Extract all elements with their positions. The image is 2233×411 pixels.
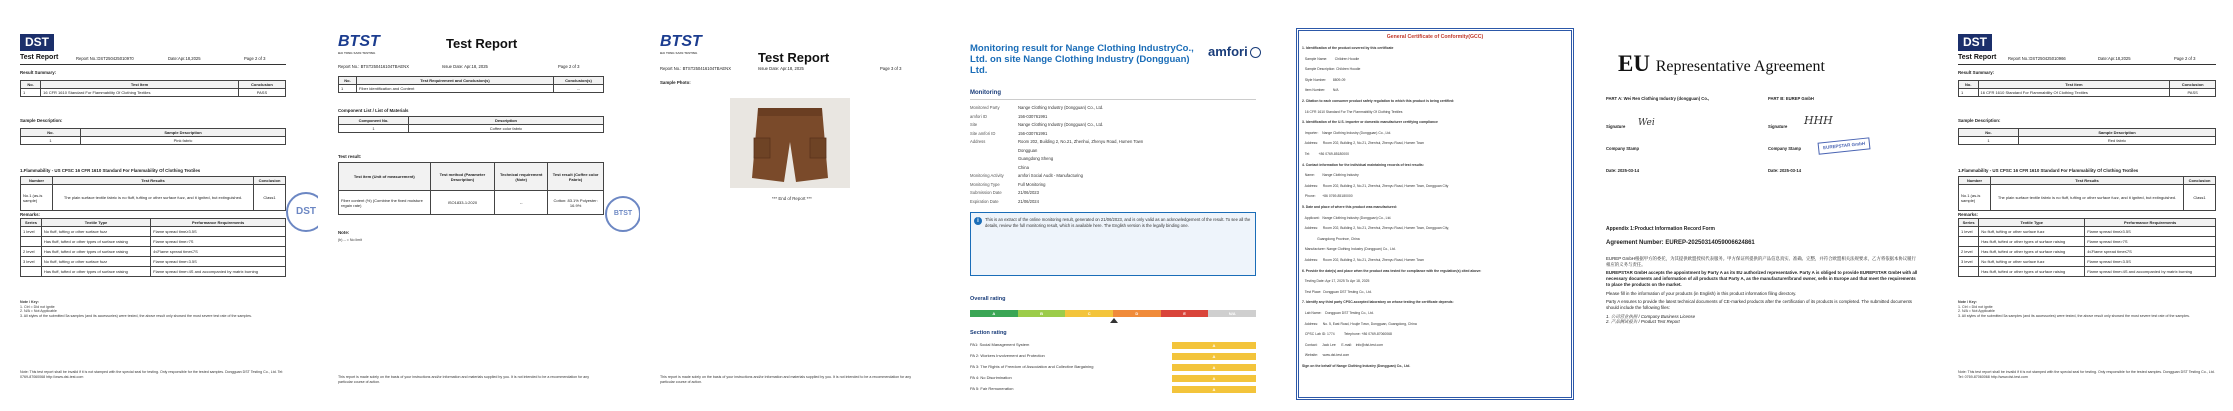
th: No.: [21, 129, 81, 137]
td: Flame spread time>7S: [2085, 237, 2216, 247]
summary-table: [20, 80, 286, 97]
th: Conclusion(s): [554, 77, 604, 85]
td: Flame spread time<4S and accompanied by matrix burning: [151, 267, 286, 277]
btst-logo: [338, 32, 380, 56]
field-row: [970, 121, 1143, 130]
btst-seal: BTST: [605, 196, 641, 232]
section-heading: Result Summary:: [1958, 70, 1995, 75]
th: Test Item: [1978, 81, 2170, 89]
footer: Note: This test report shall be invalid if it is not stamped with the special seal for testing. Only responsible for the tested samples. Dongguan DST Testing Co., Ltd. Tel: 0769-87060068 http://www.dst-test.com: [20, 370, 284, 379]
section-heading: Component List / List of Materials: [338, 108, 409, 113]
td: 1: [21, 137, 81, 145]
btst-logo-text: BTST: [660, 33, 702, 50]
body-para: Please fill in the information of your products (in English) in this product information filing directory.: [1606, 290, 1797, 296]
certificate-line: Address: Room 202, Building 2, No.21, Zhenhui, Zhenyu Road, Humen Town: [1302, 141, 1425, 146]
footer: This report is made solely on the basis of your instructions and/or information and materials supplied by you. It is not intended to be a recommendation for any particular course of action.: [660, 375, 912, 384]
certificate-line: 6. Provide the date(s) and place when the product was tested for compliance with the regulation(s) cited above:: [1302, 268, 1482, 273]
certificate-line: Name: Nange Clothing Industry: [1302, 173, 1359, 178]
field-key: Submission Date: [970, 190, 1002, 195]
amfori-title: Monitoring result for Nange Clothing IndustryCo., Ltd. on site Nange Clothing Industry (Dongguan) Ltd.: [970, 43, 1194, 76]
td: Cotton: 83.1% Polyester: 16.9%: [548, 191, 604, 215]
th: Series: [21, 219, 42, 227]
btst-logo: [660, 32, 702, 56]
th: Number: [21, 177, 53, 185]
field-value: Nange Clothing Industry (Dongguan) Co., Ltd.: [1018, 105, 1104, 110]
field-value: Room 202, Building 2, No.21, Zhenhui, Zhenyu Road, Humen Town: [1018, 139, 1144, 144]
th: Conclusion: [2170, 81, 2216, 89]
agreement-number: Agreement Number: EUREP-20250314059006624861: [1606, 240, 1755, 246]
td: ISO1833-1:2020: [430, 191, 495, 215]
td: Fiber content (%) (Combine the fixed moisture regain rate): [339, 191, 431, 215]
stamp-a-label: Company Stamp: [1606, 146, 1640, 151]
th: Conclusion: [2184, 177, 2216, 185]
section-grade: A: [1172, 375, 1256, 382]
th: No.: [1959, 129, 2019, 137]
td: Class1: [254, 185, 286, 211]
component-table: [338, 116, 604, 133]
td: 4≤Flame spread time≤7S: [2085, 247, 2216, 257]
td: 4≤Flame spread time≤7S: [151, 247, 286, 257]
section-heading: Remarks:: [20, 212, 41, 217]
page-number: Page 2 of 3: [244, 56, 266, 61]
td: Flame spread time≥3.5S: [2085, 227, 2216, 237]
th: No.: [1959, 81, 1979, 89]
td: 1: [1959, 89, 1979, 97]
certificate-line: Guangdong Province, China: [1302, 236, 1360, 241]
th: Test Results: [53, 177, 254, 185]
overall-rating-bar: [970, 310, 1256, 317]
certificate-line: Address: No. 5, East Road, Houjie Town, Dongguan, Guangdong, China: [1302, 321, 1417, 326]
field-key: Expiration Date: [970, 198, 999, 204]
th: No.: [21, 81, 41, 89]
note-heading: Note:: [338, 230, 350, 235]
td: Red fabric: [2019, 137, 2216, 145]
note-line: 3. All styles of the submitted 5a samples (and its accessories) were tested, the above result only showed the most severe test rate of the samples.: [1958, 314, 2190, 319]
td: The plain surface textile fabric is no fluff, tufting or other surface fuzz, and it ignited, but extinguished.: [53, 185, 254, 211]
sample-table: [1958, 128, 2216, 145]
divider: [1958, 64, 2216, 65]
td: Flame spread time>7S: [151, 237, 286, 247]
page-number: Page 2 of 3: [2174, 56, 2196, 61]
certificate-line: Sign on the behalf of Nange Clothing Industry (Dongguan) Co., Ltd.: [1302, 364, 1411, 368]
certificate-line: 5. Date and place of where this product was manufactured:: [1302, 205, 1397, 209]
section-grade: A: [1172, 386, 1256, 393]
td: Has fluff, tufted or other types of surface raising: [1979, 267, 2085, 277]
dst-logo: DST: [20, 34, 54, 51]
th: Test Requirement and Conclusion(s): [357, 77, 554, 85]
appendix-title: Appendix 1:Product Information Record Form: [1606, 226, 1715, 232]
eu-agreement-page: [1598, 0, 1928, 411]
field-row: [970, 113, 1143, 122]
field-key: amfori ID: [970, 113, 987, 119]
th: Test method (Parameter Description): [430, 163, 495, 191]
flammability-table: [20, 176, 286, 211]
dst-report-page-1: [0, 0, 316, 411]
report-date: Issue Date: Apr.18, 2025: [758, 66, 804, 71]
field-row: [970, 198, 1143, 207]
test-result-table: [338, 162, 604, 215]
td: PASS: [238, 89, 285, 97]
section-grade: A: [1172, 364, 1256, 371]
note-line: 3. All styles of the submitted 5a samples (and its accessories) were tested, the above result only showed the most severe test rate of the samples.: [20, 314, 252, 319]
td: --: [495, 191, 548, 215]
certificate-line: 3. Identification of the U.S. importer or domestic manufacturer certifying compliance: [1302, 120, 1438, 125]
end-of-report: *** End of Report ***: [772, 196, 812, 201]
report-date: Date:Apr.18,2025: [2098, 56, 2131, 61]
field-row: [970, 138, 1143, 147]
certificate-line: Importer: Nange Clothing Industry (Dongguan) Co., Ltd.: [1302, 130, 1392, 135]
agreement-body: [1606, 256, 1920, 325]
btst-logo-text: BTST: [338, 33, 380, 50]
footer: Note: This test report shall be invalid if it is not stamped with the special seal for testing. Only responsible for the tested samples. Dongguan DST Testing Co., Ltd. Tel: 0769-87060068 http://www.dst-test.com: [1958, 370, 2215, 379]
section-heading: Sample Description:: [20, 118, 63, 123]
certificate-line: Contact: Jack Lee E-mail: info@dst-test.com: [1302, 342, 1384, 347]
body-para: 2. 产品测试报告 / Product Test Report: [1606, 319, 1680, 325]
certificate-line: Lab Name: Dongguan DST Testing Co., Ltd.: [1302, 311, 1374, 315]
th: Component No.: [339, 117, 409, 125]
sample-photo-shorts: [730, 98, 850, 188]
certificate-line: Sample Description: Children Hoodie: [1302, 67, 1361, 72]
field-row: [970, 147, 1143, 156]
certificate-line: 7. Identify any third party CPSC-accepted laboratory on whose testing the certificate depends:: [1302, 300, 1454, 305]
summary-table: [1958, 80, 2216, 97]
td: Has fluff, tufted or other types of surface raising: [41, 247, 150, 257]
rating-segment: E: [1161, 310, 1209, 317]
td: 1: [1959, 137, 2019, 145]
report-number: Report No.:DST250425010970: [76, 56, 134, 61]
td: 1 level: [1959, 227, 1979, 237]
certificate-line: 16 CFR 1610 Standard For The Flammability Of Clothing Textiles: [1302, 109, 1403, 114]
td: 1 level: [21, 227, 42, 237]
certificate-line: CPSC Lab ID: 1774 Telephone: +86 0769-87060068: [1302, 332, 1392, 337]
field-value: 21/06/2023: [1018, 190, 1039, 195]
btst-logo-sub: BAI TONG SAFE TESTING: [660, 51, 698, 55]
field-row: [970, 181, 1143, 190]
note-line: 1. Ctrl = Did not ignite: [1958, 304, 1993, 309]
field-row: [970, 164, 1143, 173]
flammability-table: [1958, 176, 2216, 211]
td: --: [554, 85, 604, 93]
th: Number: [1959, 177, 1991, 185]
th: Conclusion: [254, 177, 286, 185]
section-heading: Sample Description:: [1958, 118, 2001, 123]
section-rating-row: [970, 353, 1256, 360]
td: [21, 267, 42, 277]
dst-seal: DST: [286, 192, 326, 232]
td: The plain surface textile fabric is no fluff, tufting or other surface fuzz, and it ignited, but extinguished.: [1991, 185, 2184, 211]
overall-rating-heading: Overall rating: [970, 296, 1006, 302]
certificate-line: 2. Citation to each consumer product safety regulation to which this product is being certified:: [1302, 99, 1455, 103]
section-heading: 1.Flammability - US CPSC 16 CFR 1610 Standard For Flammability Of Clothing Textiles: [20, 168, 201, 173]
signature-a-label: Signature: [1606, 124, 1626, 129]
td: No fluff, tufting or other surface fuzz: [41, 227, 150, 237]
requirement-table: [338, 76, 604, 93]
certificate-line: Test Place: Dongguan DST Testing Co., Ltd.: [1302, 289, 1372, 294]
th: Test item (Unit of measurement): [339, 163, 431, 191]
td: 16 CFR 1610 Standard For Flammability Of Clothing Textiles: [41, 89, 239, 97]
note-line: 1. Ctrl = Did not ignite: [20, 304, 55, 309]
td: No.1 (as-is sample): [1959, 185, 1991, 211]
page-title: Test Report: [1958, 54, 1997, 61]
field-row: [970, 189, 1143, 198]
report-date: Date:Apr.18,2025: [168, 56, 201, 61]
td: No fluff, tufting or other surface fuzz: [1979, 257, 2085, 267]
date-b: Date: 2025-03-14: [1768, 168, 1802, 173]
body-para: Party A ensures to provide the latest technical documents of CE-marked products after the certification of its products is completed. The submitted documents should include the following files:: [1606, 299, 1912, 311]
td: Has fluff, tufted or other types of surface raising: [41, 237, 150, 247]
note: (b) -- = No limit: [338, 238, 362, 242]
gcc-certificate-page: [1282, 0, 1588, 411]
rating-marker-icon: [1110, 318, 1118, 323]
certificate-line: Website: www.dst-test.com: [1302, 353, 1350, 358]
td: Flame spread time<3.5S: [2085, 257, 2216, 267]
td: 2 level: [1959, 247, 1979, 257]
rating-segment: B: [1018, 310, 1066, 317]
certificate-line: 1. Identification of the product covered by this certificate: [1302, 46, 1394, 50]
monitoring-fields: [970, 104, 1143, 206]
td: Has fluff, tufted or other types of surface raising: [1979, 237, 2085, 247]
section-heading: Monitoring: [970, 90, 1001, 96]
date-a: Date: 2025-03-14: [1606, 168, 1640, 173]
certificate-line: Address: Room 202, Building 2, No.21, Zhenhui, Zhenyu Road, Humen Town, Dongguan City: [1302, 183, 1449, 188]
performance-table: [1958, 218, 2216, 277]
note-line: Note / Key:: [1958, 300, 1977, 304]
notes: [1958, 300, 2216, 319]
certificate-line: Style Number: 8809-09: [1302, 77, 1346, 82]
report-number: Report No.: BTST250416104TBAENX: [660, 66, 731, 71]
section-grade: A: [1172, 342, 1256, 349]
field-value: Guangdong Sheng: [1018, 156, 1054, 161]
field-key: Monitoring Activity: [970, 173, 1004, 178]
certificate-line: Testing Date: Apr 17, 2025 To Apr 18, 2025: [1302, 279, 1370, 284]
amfori-logo: [1208, 44, 1261, 60]
field-value: Full Monitoring: [1018, 181, 1046, 187]
field-value: amfori Social Audit - Manufacturing: [1018, 173, 1083, 178]
signature-b-label: Signature: [1768, 124, 1788, 129]
agreement-title: [1618, 50, 1825, 79]
report-date: Issue Date: Apr.18, 2025: [442, 64, 488, 69]
certificate-line: Phone: +86 0769-85180000: [1302, 194, 1353, 199]
section-rating-row: [970, 364, 1256, 371]
signature-b: HHH: [1804, 114, 1833, 127]
td: 3 level: [21, 257, 42, 267]
th: No.: [339, 77, 357, 85]
th: Test Results: [1991, 177, 2184, 185]
td: Flame spread time<3.5S: [151, 257, 286, 267]
section-name: PA 3: The Rights of Freedom of Association and Collective Bargaining: [970, 364, 1094, 369]
rating-segment: C: [1065, 310, 1113, 317]
section-heading: Result Summary:: [20, 70, 57, 75]
th: Sample Description: [2019, 129, 2216, 137]
field-value: 156-030761991: [1018, 130, 1048, 136]
footer: This report is made solely on the basis of your instructions and/or information and materials supplied by you. It is not intended to be a recommendation for any particular course of action.: [338, 375, 590, 384]
td: Pink fabric: [81, 137, 286, 145]
dst-logo: DST: [1958, 34, 1992, 51]
page-number: Page 2 of 3: [558, 64, 580, 69]
section-name: PA 5: Fair Remuneration: [970, 386, 1014, 391]
report-number: Report No.: BTST250416104TBAENX: [338, 64, 409, 69]
field-value: 156-030761991: [1018, 113, 1048, 119]
title-eu: EU: [1618, 51, 1650, 76]
certificate-line: Address: Room 202, Building 2, No.21, Zhenhui, Zhenyu Road, Humen Town, Dongguan City,: [1302, 226, 1450, 231]
note-line: 2. N/A = Not Applicable: [1958, 309, 1995, 314]
notice-text: This is an extract of the online monitoring result, generated on 21/06/2023, and is only valid as an acknowledgement of the result. To see all the details, review the full monitoring result, which is available here. The English version is the legally binding one.: [985, 217, 1251, 228]
td: Flame spread time≥3.5S: [151, 227, 286, 237]
divider: [970, 99, 1256, 100]
td: Coffee color fabric: [409, 125, 604, 133]
dst-report-page-7: [1938, 0, 2233, 411]
amfori-monitoring-page: [958, 0, 1268, 411]
notes: [20, 300, 286, 319]
note-line: Note / Key:: [20, 300, 39, 304]
td: [21, 237, 42, 247]
stamp-b-label: Company Stamp: [1768, 146, 1802, 151]
eurep-stamp: EUREPSTAR GmbH: [1818, 137, 1871, 154]
field-row: [970, 104, 1143, 113]
section-rating-row: [970, 375, 1256, 382]
amfori-globe-icon: [1250, 47, 1261, 58]
td: PASS: [2170, 89, 2216, 97]
page-title: Test Report: [446, 36, 518, 51]
body-para: 1. 公司营业执照 / Company Business License: [1606, 313, 1696, 319]
td: No fluff, tufting or other surface fuzz: [1979, 227, 2085, 237]
field-key: Monitoring Type: [970, 181, 1000, 187]
field-row: [970, 172, 1143, 181]
td: 1: [339, 85, 357, 93]
td: 16 CFR 1610 Standard For Flammability Of Clothing Textiles: [1978, 89, 2170, 97]
th: Sample Description: [81, 129, 286, 137]
field-row: [970, 130, 1143, 139]
td: Has fluff, tufted or other types of surface raising: [41, 267, 150, 277]
section-heading: Test result:: [338, 154, 362, 159]
td: No fluff, tufting or other surface fuzz: [41, 257, 150, 267]
info-notice: [970, 212, 1256, 276]
section-heading: 1.Flammability - US CPSC 16 CFR 1610 Standard For Flammability Of Clothing Textiles: [1958, 168, 2139, 173]
certificate-line: Applicant: Nange Clothing Industry (Dongguan) Co., Ltd.: [1302, 215, 1392, 220]
td: No.1 (as-is sample): [21, 185, 53, 211]
note-line: 2. N/A = Not Applicable: [20, 309, 57, 314]
td: Has fluff, tufted or other types of surface raising: [1979, 247, 2085, 257]
th: Performance Requirements: [151, 219, 286, 227]
certificate-line: Tel: +86 0769-85180000: [1302, 152, 1349, 156]
th: Textile Type: [41, 219, 150, 227]
section-name: PA 4: No Discrimination: [970, 375, 1012, 380]
td: [1959, 237, 1979, 247]
field-key: Site: [970, 122, 978, 127]
page-number: Page 3 of 3: [880, 66, 902, 71]
certificate-title: General Certificate of Conformity(GCC): [1386, 34, 1484, 40]
field-value: Nange Clothing Industry (Dongguan) Co., Ltd.: [1018, 122, 1104, 127]
field-key: Site amfori ID: [970, 130, 996, 136]
sample-table: [20, 128, 286, 145]
field-row: [970, 155, 1143, 164]
rating-segment: A: [970, 310, 1018, 317]
info-icon: i: [974, 217, 982, 225]
th: Textile Type: [1979, 219, 2085, 227]
divider: [20, 64, 286, 65]
td: 3 level: [1959, 257, 1979, 267]
field-value: China: [1018, 164, 1029, 170]
th: Technical requirement (Note): [495, 163, 548, 191]
td: 1: [339, 125, 409, 133]
section-heading: Remarks:: [1958, 212, 1979, 217]
td: Class1: [2184, 185, 2216, 211]
section-name: PA1: Social Management System: [970, 342, 1030, 347]
certificate-line: Item Number: N/A: [1302, 88, 1339, 93]
rating-segment: N/A: [1208, 310, 1256, 317]
party-b: PART B: EUREP GmbH: [1768, 96, 1814, 101]
th: Test Item: [41, 81, 239, 89]
field-value: 21/06/2024: [1018, 198, 1039, 204]
signature-a: Wei: [1638, 118, 1655, 128]
th: Performance Requirements: [2085, 219, 2216, 227]
td: [1959, 267, 1979, 277]
field-key: Address: [970, 139, 986, 144]
section-name: PA 2: Workers Involvement and Protection: [970, 353, 1045, 358]
btst-report-page-3: [640, 0, 942, 411]
th: Test result (Coffee color Fabric): [548, 163, 604, 191]
party-a: PART A: Wei Ren Clothing Industry (dongguan) Co.,: [1606, 96, 1710, 101]
section-rating-row: [970, 386, 1256, 393]
body-para: EUREP GmbH根据甲方的委托，为其提供欧盟授权代表服务。甲方保证所提供的产品信息真实、准确、完整，并符合欧盟相关法规要求，乙方将依据本协议履行相应的义务与责任。: [1606, 256, 1916, 267]
page-title: Test Report: [20, 54, 59, 61]
report-number: Report No.:DST250425010966: [2008, 56, 2066, 61]
td: 1: [21, 89, 41, 97]
field-value: Dongguan: [1018, 147, 1038, 153]
certificate-line: Manufacturer: Nange Clothing Industry (Dongguan) Co., Ltd.: [1302, 247, 1396, 252]
certificate-line: 4. Contact information for the individual maintaining records of test results:: [1302, 162, 1424, 167]
rating-segment: D: [1113, 310, 1161, 317]
btst-logo-sub: BAI TONG SAFE TESTING: [338, 51, 376, 55]
th: Conclusion: [238, 81, 285, 89]
section-heading: Sample Photo:: [660, 80, 691, 85]
td: Fiber identification and Content: [357, 85, 554, 93]
page-title: Test Report: [758, 50, 830, 65]
certificate-line: Address: Room 202, Building 2, No.21, Zhenhui, Zhenyu Road, Humen Town: [1302, 258, 1425, 262]
field-key: Monitored Party: [970, 105, 1000, 110]
th: Description: [409, 117, 604, 125]
btst-report-page-2: [318, 0, 633, 411]
section-rating-row: [970, 342, 1256, 349]
section-rating-heading: Section rating: [970, 330, 1007, 336]
td: 2 level: [21, 247, 42, 257]
amfori-logo-text: amfori: [1208, 44, 1248, 59]
th: Series: [1959, 219, 1979, 227]
performance-table: [20, 218, 286, 277]
td: Flame spread time<4S and accompanied by matrix burning: [2085, 267, 2216, 277]
section-grade: A: [1172, 353, 1256, 360]
title-rest: Representative Agreement: [1655, 58, 1825, 75]
body-para: EUREPSTAR GmbH accepts the appointment by Party A as its EU authorized representative. Party A is obliged to provide EUREPSTAR GmbH with all necessary documents and information of all products that Party A, as the manufacturer/brand owner, sells in Europe and that meet the requirements to place the products on the market.: [1606, 270, 1918, 287]
certificate-line: Sample Name: Children Hoodie: [1302, 56, 1360, 61]
